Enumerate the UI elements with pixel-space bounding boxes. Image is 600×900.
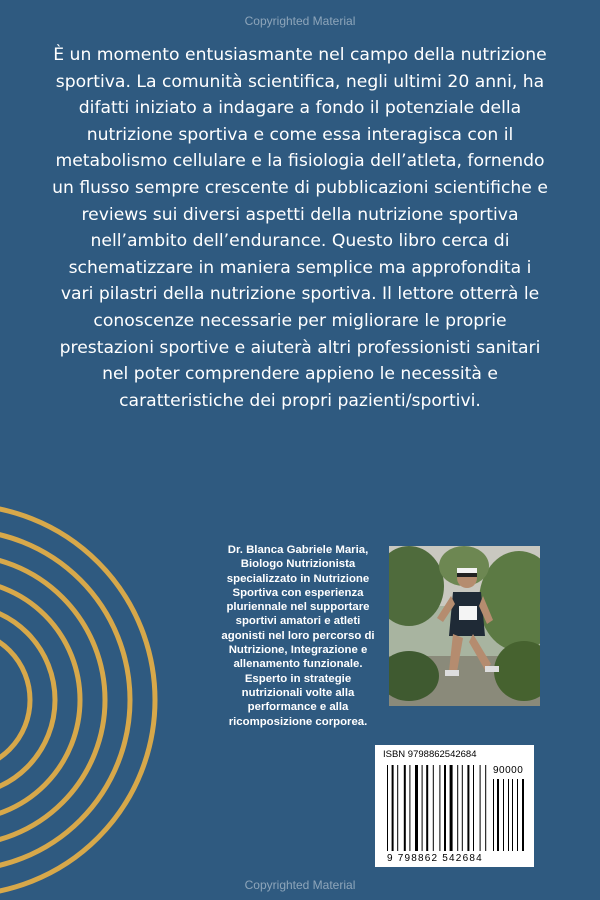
watermark-bottom: Copyrighted Material xyxy=(244,878,356,892)
price-code: 90000 xyxy=(493,765,524,776)
barcode-icon xyxy=(375,745,534,867)
author-bio: Dr. Blanca Gabriele Maria, Biologo Nutrizionista specializzato in Nutrizione Sportiva con esperienza pluriennale nel supportare sportivi amatori e atleti agonisti nel loro percorso di Nutrizione, Integrazione e allenamento funzionale. Esperto in strategie nutrizionali volte alla performance e alla ricomposizione corporea. xyxy=(221,544,375,728)
barcode-panel xyxy=(375,745,534,867)
isbn-label: ISBN 9798862542684 xyxy=(383,749,477,760)
gold-arcs-decoration xyxy=(0,430,200,900)
isbn-digits: 9 798862 542684 xyxy=(387,853,483,864)
back-cover-blurb: È un momento entusiasmante nel campo della nutrizione sportiva. La comunità scientifica, negli ultimi 20 anni, ha difatti iniziato a indagare a fondo il potenziale della nutrizione sportiva e come essa interagisca con il metabolismo cellulare e la fisiologia dell’atleta, fornendo un flusso sempre crescente di pubblicazioni scientifiche e reviews sui diversi aspetti della nutrizione sportiva nell’ambito dell’endurance. Questo libro cerca di schematizzare in maniera semplice ma approfondita i vari pilastri della nutrizione sportiva. Il lettore otterrà le conoscenze necessarie per migliorare le proprie prestazioni sportive e aiuterà altri professionisti sanitari nel poter comprendere appieno le necessità e caratteristiche dei propri pazienti/sportivi. xyxy=(52,45,548,411)
author-running-photo-icon xyxy=(389,546,540,706)
author-photo xyxy=(389,546,540,706)
watermark-top: Copyrighted Material xyxy=(244,14,356,28)
